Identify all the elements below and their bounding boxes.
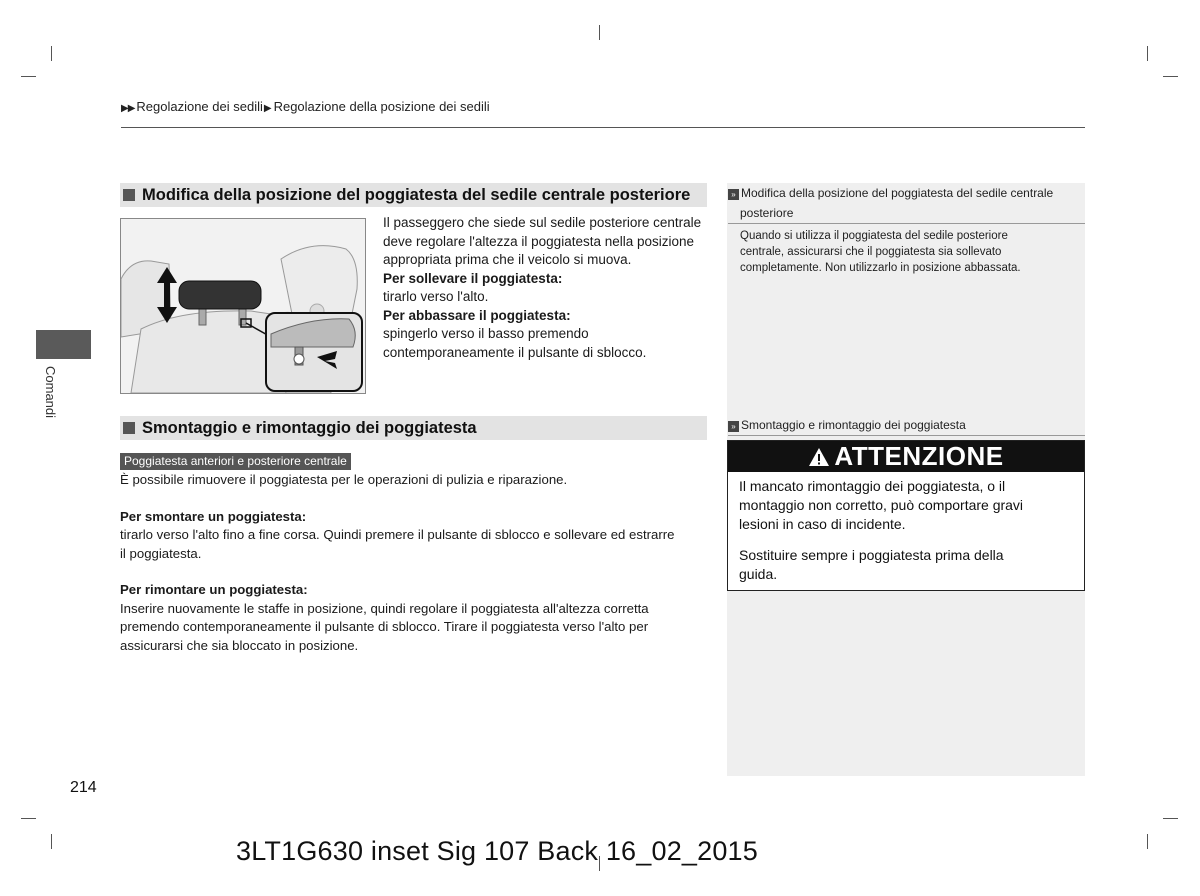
text-line: Inserire nuovamente le staffe in posizione, quindi regolare il poggiatesta all'altezza corretta [120, 600, 649, 616]
text-line: completamente. Non utilizzarlo in posizione abbassata. [740, 262, 1021, 274]
text-line: assicurarsi che sia bloccato in posizione. [120, 637, 359, 653]
crop-mark [1163, 818, 1178, 819]
sidebar-note [728, 183, 1085, 276]
page-number: 214 [70, 779, 97, 796]
warning-header [728, 441, 1084, 472]
crop-mark [51, 46, 52, 61]
text-line: appropriata prima che il veicolo si muova. [383, 252, 632, 267]
subsection-tag: Poggiatesta anteriori e posteriore centrale [120, 453, 351, 470]
note-title [728, 183, 1085, 203]
instruction-heading: Per smontare un poggiatesta: [120, 508, 307, 524]
chapter-tab-label: Comandi [43, 366, 58, 419]
section-square-icon [123, 422, 135, 434]
crop-mark [1147, 834, 1148, 849]
crop-mark [21, 76, 36, 77]
section-square-icon [123, 189, 135, 201]
headrest-illustration [120, 218, 366, 394]
breadcrumb-marker: ▶▶ [121, 103, 135, 114]
breadcrumb [121, 99, 490, 114]
warning-box [727, 440, 1085, 591]
note-title-line[interactable]: Smontaggio e rimontaggio dei poggiatesta [741, 418, 966, 432]
text-line: contemporaneamente il pulsante di sblocco. [383, 344, 647, 360]
crop-mark [1163, 76, 1178, 77]
section-heading [120, 416, 707, 440]
text-line: Il mancato rimontaggio dei poggiatesta, o il [739, 478, 1006, 494]
warning-text [728, 472, 1084, 584]
text-line: centrale, assicurarsi che il poggiatesta sia sollevato [740, 246, 1002, 258]
reference-marker-icon: » [728, 189, 739, 200]
text-line: tirarlo verso l'alto. [383, 289, 489, 304]
section-title: Modifica della posizione del poggiatesta del sedile centrale posteriore [142, 185, 691, 204]
crop-mark [1147, 46, 1148, 61]
note-divider [728, 435, 1085, 436]
warning-triangle-icon [808, 447, 830, 467]
text-line: spingerlo verso il basso premendo [383, 326, 589, 341]
note-title-line[interactable]: Modifica della posizione del poggiatesta del sedile centrale [741, 186, 1054, 200]
section-text [383, 214, 713, 362]
warning-title: ATTENZIONE [834, 441, 1004, 471]
section-text [120, 471, 720, 655]
chapter-tab [36, 330, 91, 359]
breadcrumb-separator: ▶ [263, 103, 272, 114]
text-line: il poggiatesta. [120, 545, 202, 561]
section-title: Smontaggio e rimontaggio dei poggiatesta [142, 418, 477, 437]
text-line: lesioni in caso di incidente. [739, 516, 906, 532]
sidebar-note [728, 415, 1085, 436]
instruction-heading: Per rimontare un poggiatesta: [120, 582, 308, 597]
text-line: tirarlo verso l'alto fino a fine corsa. Quindi premere il pulsante di sblocco e sollevare ed estrarre [120, 527, 675, 542]
text-line: premendo contemporaneamente il pulsante di sblocco. Tirare il poggiatesta verso l'alto per [120, 619, 649, 634]
reference-marker-icon: » [728, 421, 739, 432]
header-divider [121, 127, 1085, 128]
note-title [728, 415, 1085, 435]
instruction-heading: Per abbassare il poggiatesta: [383, 307, 571, 323]
crop-mark [51, 834, 52, 849]
text-line: Il passeggero che siede sul sedile posteriore centrale [383, 215, 702, 230]
crop-mark [599, 25, 600, 40]
note-body [728, 224, 1085, 276]
note-title-line: posteriore [740, 206, 794, 220]
text-line: guida. [739, 566, 778, 582]
crop-mark [21, 818, 36, 819]
text-line: Quando si utilizza il poggiatesta del sedile posteriore [740, 230, 1008, 242]
text-line: È possibile rimuovere il poggiatesta per le operazioni di pulizia e riparazione. [120, 472, 568, 487]
section-heading [120, 183, 707, 207]
text-line: deve regolare l'altezza il poggiatesta nella posizione [383, 233, 695, 249]
text-line: montaggio non corretto, può comportare gravi [739, 497, 1024, 513]
instruction-heading: Per sollevare il poggiatesta: [383, 270, 563, 286]
print-footer: 3LT1G630 inset Sig 107 Back 16_02_2015 [236, 836, 758, 866]
text-line: Sostituire sempre i poggiatesta prima della [739, 547, 1004, 563]
breadcrumb-item[interactable]: Regolazione della posizione dei sedili [273, 99, 490, 114]
breadcrumb-item[interactable]: Regolazione dei sedili [136, 99, 263, 114]
